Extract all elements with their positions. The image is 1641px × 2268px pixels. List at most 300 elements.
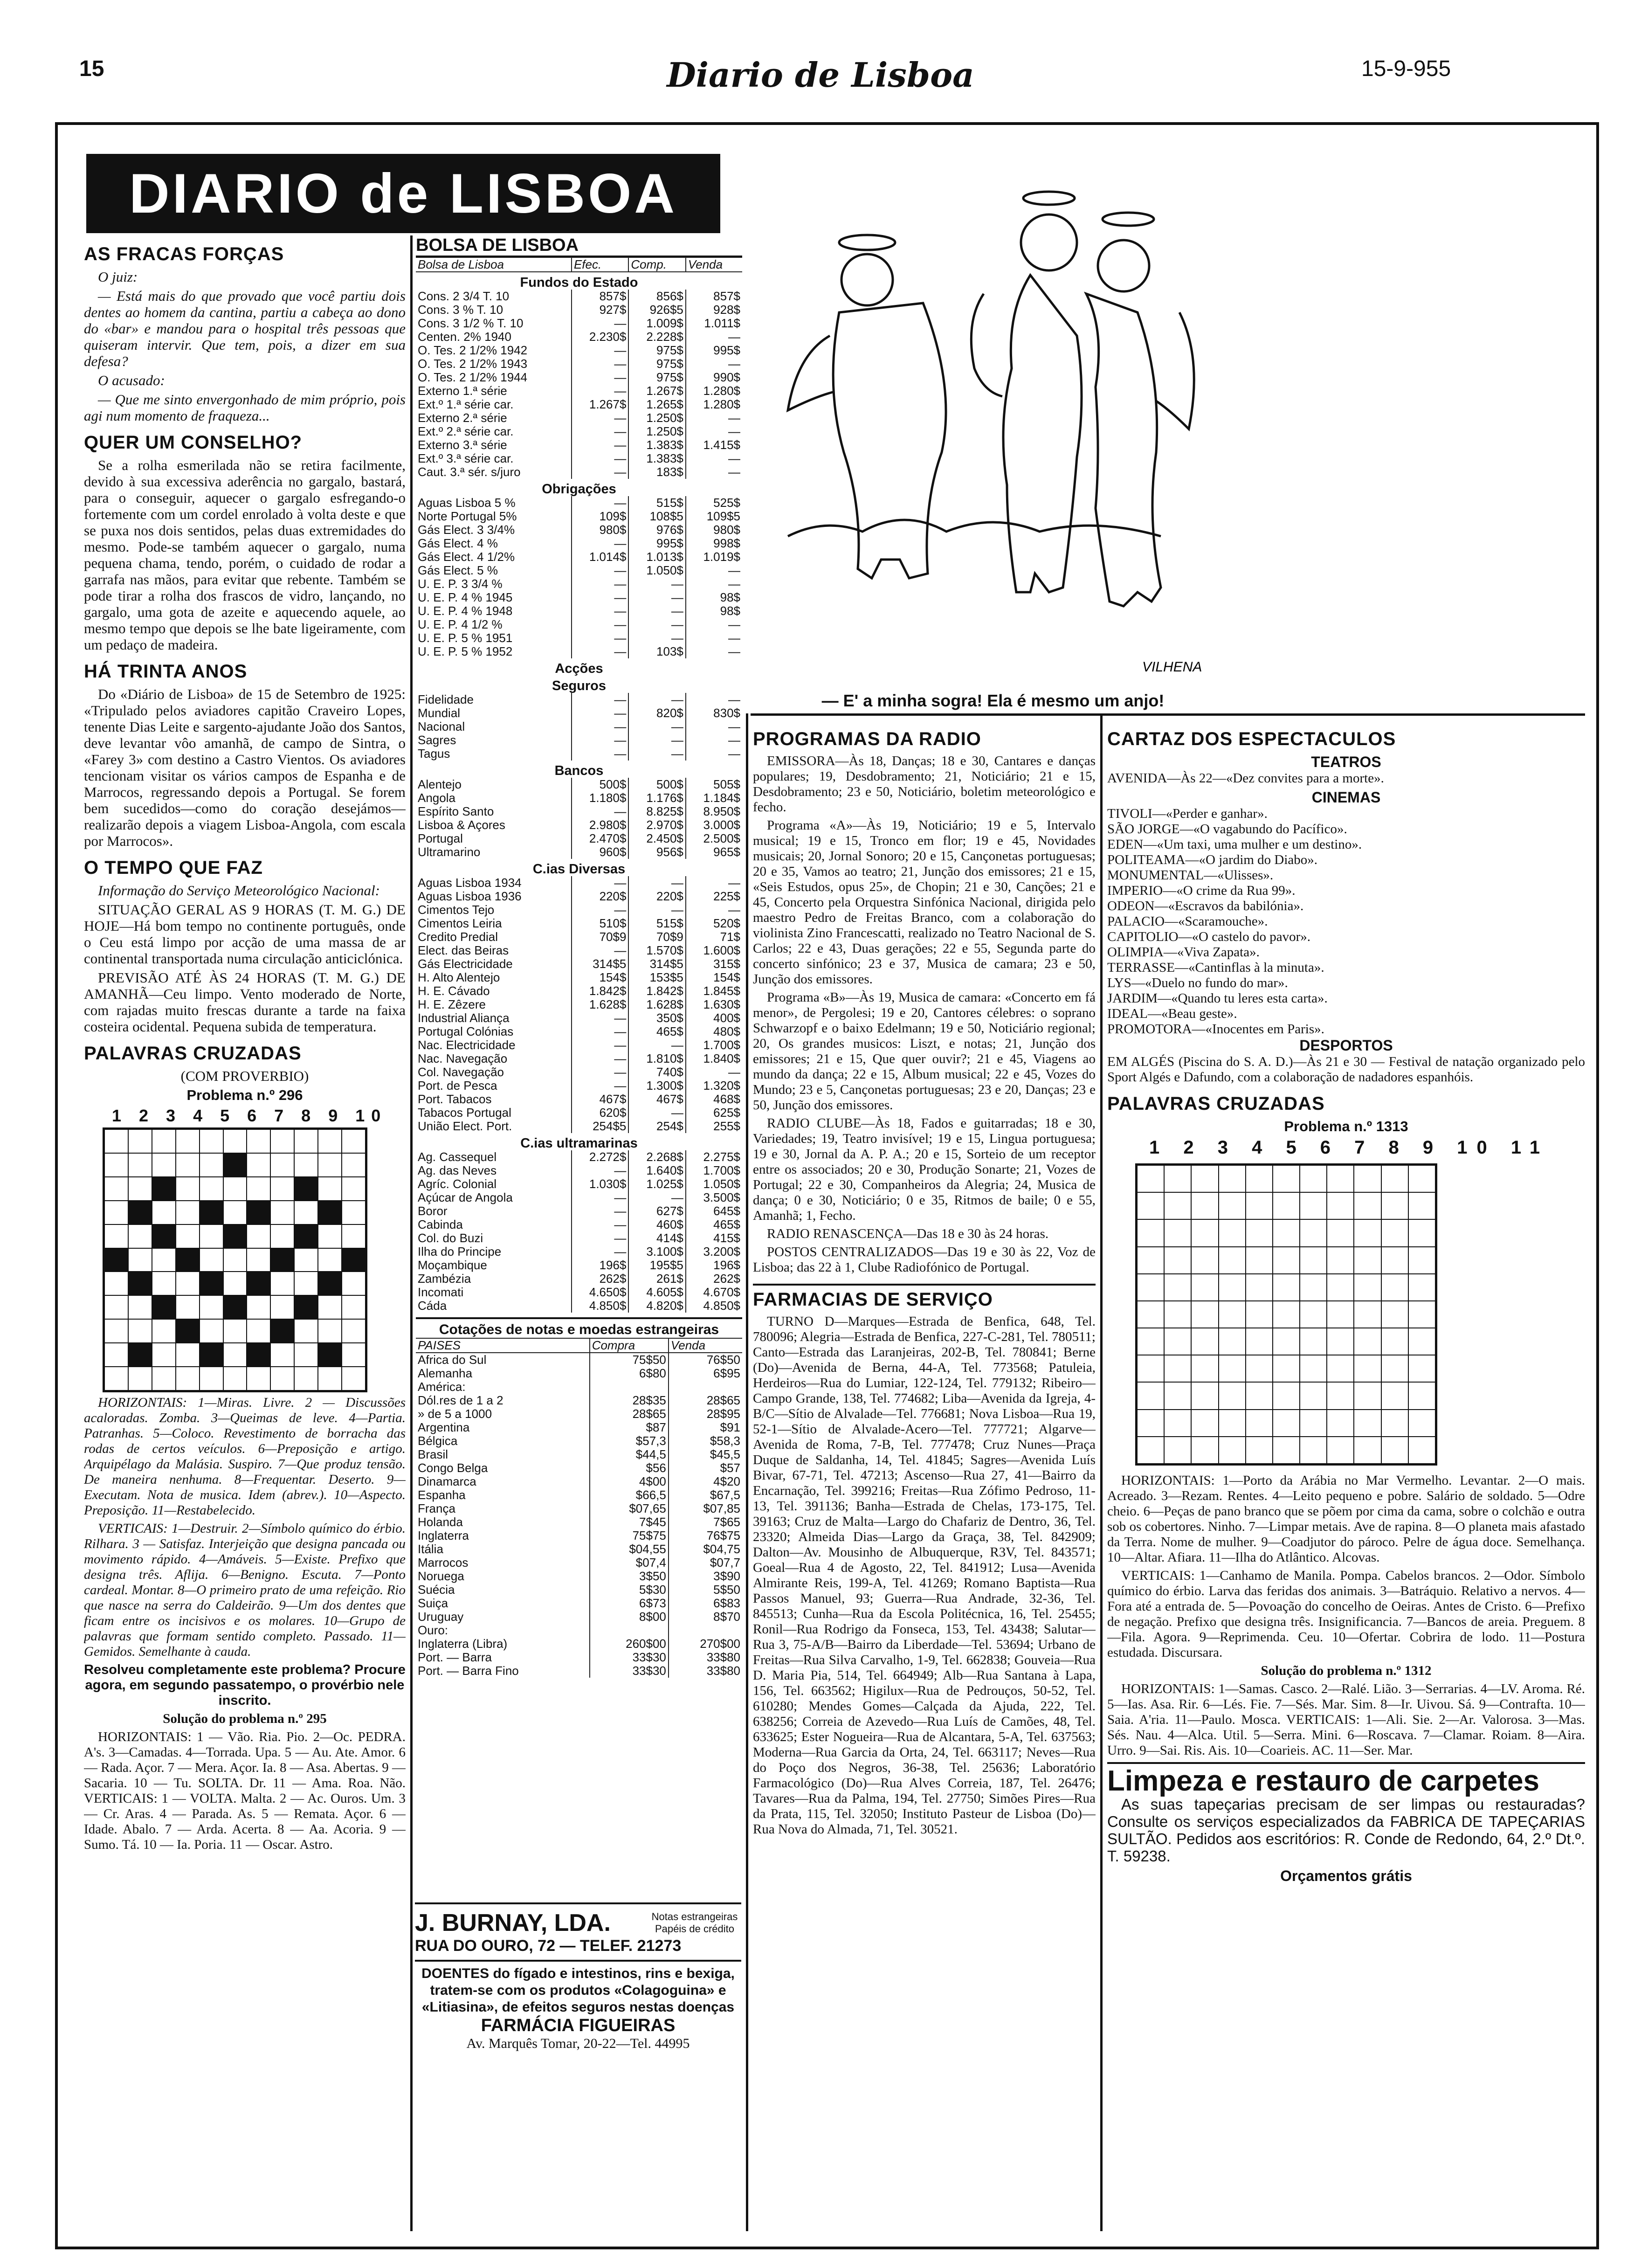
crossword-cell[interactable]	[294, 1319, 318, 1343]
crossword-cell[interactable]	[176, 1177, 200, 1201]
cotacoes-cell: 28$65	[590, 1407, 669, 1421]
crossword-cell[interactable]	[104, 1224, 128, 1248]
crossword-cell[interactable]	[1246, 1165, 1273, 1192]
crossword-cell[interactable]	[1354, 1165, 1381, 1192]
crossword-cell[interactable]	[1273, 1219, 1300, 1246]
crossword-cell[interactable]	[1381, 1219, 1408, 1246]
bolsa-cell: 70$9	[572, 930, 628, 944]
bolsa-row	[416, 944, 742, 957]
cotacoes-cell: 28$65	[706, 1393, 740, 1407]
bolsa-cell: —	[628, 591, 685, 604]
crossword-cell[interactable]	[1191, 1301, 1218, 1328]
bolsa-cell: Agríc. Colonial	[416, 1177, 572, 1191]
crossword-cell[interactable]	[342, 1272, 365, 1295]
crossword-cell[interactable]	[318, 1153, 342, 1177]
crossword-grid[interactable]	[103, 1127, 367, 1392]
bolsa-cell: 109$	[572, 510, 628, 523]
crossword-cell[interactable]	[1408, 1192, 1435, 1219]
crossword-cell[interactable]	[152, 1201, 176, 1224]
crossword-cell[interactable]	[1219, 1247, 1246, 1274]
bolsa-cell: —	[572, 465, 628, 479]
crossword-cell[interactable]	[1219, 1382, 1246, 1409]
cotacoes-row	[416, 1624, 742, 1637]
crossword-cell[interactable]	[270, 1343, 294, 1367]
crossword-cell[interactable]	[1273, 1355, 1300, 1382]
crossword-cell[interactable]	[1273, 1328, 1300, 1355]
crossword-cell[interactable]	[1327, 1382, 1354, 1409]
crossword-cell[interactable]	[1327, 1437, 1354, 1464]
crossword-cell[interactable]	[270, 1295, 294, 1319]
cotacoes-cell: 33$30	[590, 1651, 669, 1664]
crossword-cell[interactable]	[1137, 1274, 1164, 1301]
crossword-cell[interactable]	[1137, 1165, 1164, 1192]
crossword-cell[interactable]	[1164, 1274, 1191, 1301]
crossword-cell[interactable]	[342, 1343, 365, 1367]
crossword-cell[interactable]	[342, 1295, 365, 1319]
crossword-cell[interactable]	[1300, 1301, 1327, 1328]
crossword-cell[interactable]	[128, 1295, 152, 1319]
cotacoes-cell: $44,5	[590, 1448, 669, 1461]
crossword-cell[interactable]	[1164, 1165, 1191, 1192]
crossword-cell[interactable]	[1408, 1301, 1435, 1328]
cotacoes-cell	[669, 1624, 742, 1637]
crossword-cell[interactable]	[1354, 1355, 1381, 1382]
crossword-cell[interactable]	[1354, 1328, 1381, 1355]
crossword-cell[interactable]	[1191, 1382, 1218, 1409]
crossword-cell[interactable]	[1327, 1219, 1354, 1246]
crossword-cell[interactable]	[1219, 1410, 1246, 1437]
crossword-cell[interactable]	[1191, 1165, 1218, 1192]
cotacoes-row	[416, 1570, 742, 1583]
cinema-listing: OLIMPIA—«Viva Zapata».	[1107, 945, 1260, 960]
crossword-cell[interactable]	[270, 1201, 294, 1224]
crossword-cell[interactable]	[1381, 1382, 1408, 1409]
cotacoes-cell: 8$70	[713, 1610, 740, 1624]
crossword-cell[interactable]	[128, 1129, 152, 1153]
crossword-cell[interactable]	[104, 1177, 128, 1201]
crossword-cell[interactable]	[1219, 1219, 1246, 1246]
crossword-cell[interactable]	[176, 1343, 200, 1367]
crossword-cell[interactable]	[1273, 1274, 1300, 1301]
crossword-cell[interactable]	[1219, 1192, 1246, 1219]
crossword-cell[interactable]	[247, 1129, 270, 1153]
crossword-cell	[247, 1201, 270, 1224]
bolsa-row	[416, 747, 742, 761]
crossword-cell[interactable]	[1219, 1437, 1246, 1464]
crossword-cell[interactable]	[1300, 1219, 1327, 1246]
tempo-text: PREVISÃO ATÉ ÀS 24 HORAS (T. M. G.) DE AMANHÃ—Ceu limpo. Vento moderado de Norte, com rajadas muito frescas durante a tarde na faixa costeira ocidental. Pequena subida de temperatura.	[84, 969, 406, 1035]
crossword-cell[interactable]	[1137, 1192, 1164, 1219]
crossword2-grid[interactable]	[1135, 1163, 1437, 1466]
bolsa-cell: Aguas Lisboa 1934	[416, 876, 572, 890]
crossword-cell[interactable]	[1219, 1165, 1246, 1192]
bolsa-row	[416, 425, 742, 438]
crossword-cell[interactable]	[1137, 1355, 1164, 1382]
crossword-cell[interactable]	[200, 1177, 223, 1201]
crossword-cell[interactable]	[1191, 1437, 1218, 1464]
crossword-cell[interactable]	[1219, 1328, 1246, 1355]
crossword-cell[interactable]	[1327, 1355, 1354, 1382]
crossword-cell[interactable]	[1246, 1328, 1273, 1355]
crossword-cell[interactable]	[1327, 1165, 1354, 1192]
crossword-cell[interactable]	[1246, 1382, 1273, 1409]
trinta-text: Do «Diário de Lisboa» de 15 de Setembro de 1925: «Tripulado pelos aviadores capitão Craveiro Lopes, tenente Dias Leite e sargento-ajudante João dos Santos, deve levantar vôo amanhã, de campo de Sintra, o «Farey 3» com destino a Castro Vientos. Os aviadores tencionam visitar os vários campos de Espanha e de Marrocos, regressando depois a Portugal. Se forem bem sucedidos—como do coração desejámos—realizarão depois a viagem Lisboa-Angola, com escala por Marrocos».	[84, 686, 406, 849]
crossword-cell[interactable]	[247, 1319, 270, 1343]
crossword-cell[interactable]	[1219, 1355, 1246, 1382]
crossword-cell[interactable]	[318, 1295, 342, 1319]
bolsa-cell: —	[572, 452, 628, 465]
crossword-cell[interactable]	[1381, 1165, 1408, 1192]
crossword-cell[interactable]	[1246, 1410, 1273, 1437]
bolsa-cell: 820$	[628, 706, 685, 720]
crossword-cell[interactable]	[1381, 1410, 1408, 1437]
cotacoes-cell: 76$50	[706, 1353, 740, 1367]
crossword-cell[interactable]	[1354, 1437, 1381, 1464]
bolsa-cell: 995$	[713, 343, 740, 357]
crossword-cell[interactable]	[342, 1319, 365, 1343]
crossword-cell[interactable]	[1164, 1410, 1191, 1437]
crossword-cell[interactable]	[1300, 1165, 1327, 1192]
crossword-cell[interactable]	[1137, 1219, 1164, 1246]
crossword-cell[interactable]	[1354, 1301, 1381, 1328]
bolsa-cell: —	[572, 1231, 628, 1245]
bolsa-cell: Ext.º 2.ª série car.	[416, 425, 572, 438]
crossword-cell[interactable]	[152, 1272, 176, 1295]
crossword-cell[interactable]	[1354, 1274, 1381, 1301]
crossword-cell[interactable]	[1300, 1382, 1327, 1409]
crossword-cell[interactable]	[1273, 1382, 1300, 1409]
crossword-cell[interactable]	[1191, 1410, 1218, 1437]
crossword-cell[interactable]	[1246, 1437, 1273, 1464]
crossword-cell[interactable]	[1354, 1410, 1381, 1437]
crossword-cell[interactable]	[1191, 1328, 1218, 1355]
crossword-cell[interactable]	[1300, 1328, 1327, 1355]
crossword-cell[interactable]	[1408, 1355, 1435, 1382]
crossword-cell[interactable]	[1137, 1301, 1164, 1328]
cotacoes-row	[416, 1597, 742, 1610]
crossword-cell[interactable]	[318, 1129, 342, 1153]
crossword-cell[interactable]	[294, 1129, 318, 1153]
bolsa-cell: 254$	[628, 1120, 685, 1133]
cotacoes-cell: Brasil	[416, 1448, 590, 1461]
crossword-cell[interactable]	[223, 1272, 247, 1295]
crossword-cell[interactable]	[1246, 1247, 1273, 1274]
crossword-cell[interactable]	[294, 1248, 318, 1272]
bolsa-cell: 350$	[628, 1011, 685, 1025]
crossword-cell[interactable]	[1408, 1274, 1435, 1301]
bolsa-cell: 525$	[713, 496, 740, 510]
crossword-cell[interactable]	[342, 1367, 365, 1390]
crossword-cell[interactable]	[152, 1153, 176, 1177]
crossword-cell[interactable]	[223, 1129, 247, 1153]
crossword-cell[interactable]	[1137, 1328, 1164, 1355]
crossword-cell[interactable]	[200, 1367, 223, 1390]
crossword-cell[interactable]	[223, 1319, 247, 1343]
crossword-cell[interactable]	[104, 1201, 128, 1224]
bolsa-cell: 467$	[572, 1093, 628, 1106]
crossword-cell[interactable]	[128, 1153, 152, 1177]
crossword-cell[interactable]	[152, 1343, 176, 1367]
column-bolsa	[416, 235, 742, 1895]
crossword-cell[interactable]	[318, 1177, 342, 1201]
bolsa-row	[416, 791, 742, 805]
crossword-cell[interactable]	[1219, 1274, 1246, 1301]
crossword-cell[interactable]	[1354, 1192, 1381, 1219]
crossword-cell[interactable]	[1300, 1410, 1327, 1437]
crossword-cell[interactable]	[1327, 1328, 1354, 1355]
crossword-cell[interactable]	[1381, 1355, 1408, 1382]
crossword-cell[interactable]	[152, 1367, 176, 1390]
crossword-cell[interactable]	[104, 1272, 128, 1295]
masthead-logo: DIARIO de LISBOA	[86, 154, 720, 233]
crossword-cell[interactable]	[1300, 1274, 1327, 1301]
crossword-cell[interactable]	[1164, 1328, 1191, 1355]
crossword-cell[interactable]	[318, 1367, 342, 1390]
cinema-listing: PROMOTORA—«Inocentes em Paris».	[1107, 1022, 1324, 1037]
crossword-cell[interactable]	[176, 1295, 200, 1319]
crossword-cell[interactable]	[1300, 1192, 1327, 1219]
crossword-cell[interactable]	[128, 1367, 152, 1390]
bolsa-cell: 1.267$	[628, 384, 685, 398]
crossword-cell[interactable]	[342, 1153, 365, 1177]
cotacoes-cell: 5$30	[590, 1583, 669, 1597]
cotacoes-cell: 260$00	[590, 1637, 669, 1651]
crossword-cell[interactable]	[1246, 1301, 1273, 1328]
crossword-cell[interactable]	[247, 1367, 270, 1390]
crossword-cell[interactable]	[200, 1295, 223, 1319]
bolsa-cell: —	[628, 1106, 685, 1120]
bolsa-cell: —	[728, 719, 740, 733]
bolsa-cell: 71$	[720, 930, 740, 944]
crossword-cell[interactable]	[223, 1367, 247, 1390]
bolsa-cell: —	[572, 1079, 628, 1093]
bolsa-cell: —	[572, 706, 628, 720]
crossword-cell[interactable]	[342, 1129, 365, 1153]
crossword-cell[interactable]	[1408, 1382, 1435, 1409]
crossword-cell[interactable]	[1381, 1274, 1408, 1301]
crossword-cell[interactable]	[1164, 1437, 1191, 1464]
crossword-cell[interactable]	[1408, 1410, 1435, 1437]
crossword-cell[interactable]	[104, 1129, 128, 1153]
crossword-cell[interactable]	[200, 1129, 223, 1153]
bolsa-cell: —	[728, 357, 740, 371]
crossword-cell[interactable]	[270, 1367, 294, 1390]
bolsa-cell: Cimentos Leiria	[416, 917, 572, 930]
crossword-cell[interactable]	[1164, 1247, 1191, 1274]
crossword-cell[interactable]	[1327, 1274, 1354, 1301]
bolsa-cell: Zambézia	[416, 1272, 572, 1286]
bolsa-cell: Espírito Santo	[416, 805, 572, 818]
crossword-cell[interactable]	[1137, 1437, 1164, 1464]
crossword-cell[interactable]	[1164, 1219, 1191, 1246]
crossword-cell[interactable]	[1300, 1247, 1327, 1274]
crossword-cell[interactable]	[270, 1177, 294, 1201]
bolsa-row	[416, 1231, 742, 1245]
bolsa-row	[416, 537, 742, 550]
bolsa-cell: —	[572, 317, 628, 330]
bolsa-cell: Externo 2.ª série	[416, 411, 572, 425]
bolsa-cell: U. E. P. 4 % 1945	[416, 591, 572, 604]
bolsa-cell: Portugal	[416, 832, 572, 845]
crossword-cell[interactable]	[270, 1129, 294, 1153]
bolsa-cell: Cons. 3 % T. 10	[416, 303, 572, 317]
crossword-cell[interactable]	[176, 1129, 200, 1153]
crossword-cell	[128, 1343, 152, 1367]
crossword-cell[interactable]	[1354, 1219, 1381, 1246]
crossword-cell[interactable]	[294, 1343, 318, 1367]
crossword-cell[interactable]	[176, 1153, 200, 1177]
crossword-cell[interactable]	[104, 1367, 128, 1390]
crossword-cell[interactable]	[342, 1177, 365, 1201]
crossword-cell[interactable]	[270, 1272, 294, 1295]
bolsa-cell: —	[572, 693, 628, 706]
bolsa-cell: 1.300$	[628, 1079, 685, 1093]
crossword-cell[interactable]	[104, 1343, 128, 1367]
crossword-cell[interactable]	[247, 1153, 270, 1177]
crossword-cell[interactable]	[294, 1153, 318, 1177]
bolsa-row	[416, 845, 742, 859]
crossword-cell[interactable]	[1246, 1274, 1273, 1301]
crossword-cell[interactable]	[1273, 1192, 1300, 1219]
crossword-cell[interactable]	[1246, 1355, 1273, 1382]
crossword-cell[interactable]	[1408, 1437, 1435, 1464]
crossword-cell[interactable]	[1408, 1219, 1435, 1246]
crossword-cell[interactable]	[1191, 1247, 1218, 1274]
crossword-cell[interactable]	[152, 1248, 176, 1272]
crossword-cell[interactable]	[176, 1272, 200, 1295]
crossword-cell[interactable]	[342, 1224, 365, 1248]
bolsa-row	[416, 1258, 742, 1272]
bolsa-section-title: C.ias Diversas	[532, 862, 626, 877]
crossword-cell[interactable]	[152, 1129, 176, 1153]
crossword-cell[interactable]	[1137, 1247, 1164, 1274]
crossword-cell[interactable]	[176, 1367, 200, 1390]
crossword-cell	[294, 1224, 318, 1248]
crossword-cell[interactable]	[200, 1153, 223, 1177]
bolsa-cell: 2.228$	[628, 330, 685, 344]
bolsa-cell: —	[572, 645, 628, 658]
bolsa-cell: —	[572, 537, 628, 550]
crossword-cell[interactable]	[1246, 1192, 1273, 1219]
crossword-cell[interactable]	[318, 1319, 342, 1343]
bolsa-cell: Gás Electricidade	[416, 957, 572, 971]
limpeza-title: Limpeza e restauro de carpetes	[1107, 1765, 1539, 1797]
crossword-cell[interactable]	[200, 1248, 223, 1272]
crossword-cell[interactable]	[128, 1248, 152, 1272]
crossword-cell[interactable]	[1191, 1355, 1218, 1382]
crossword-cell[interactable]	[1327, 1301, 1354, 1328]
crossword-cell[interactable]	[1354, 1382, 1381, 1409]
crossword-cell[interactable]	[294, 1367, 318, 1390]
crossword-cell[interactable]	[1408, 1165, 1435, 1192]
page-date: 15-9-955	[1361, 56, 1451, 81]
crossword-cell[interactable]	[1164, 1192, 1191, 1219]
crossword-cell[interactable]	[1191, 1274, 1218, 1301]
crossword-cell[interactable]	[1246, 1219, 1273, 1246]
bolsa-cell: —	[628, 1038, 685, 1052]
crossword-cell[interactable]	[342, 1201, 365, 1224]
bolsa-cell: 70$9	[628, 930, 685, 944]
bolsa-row	[416, 523, 742, 537]
crossword-cell[interactable]	[200, 1224, 223, 1248]
crossword-cell[interactable]	[1219, 1301, 1246, 1328]
crossword-cell[interactable]	[1273, 1410, 1300, 1437]
crossword-cell[interactable]	[1354, 1247, 1381, 1274]
cotacoes-cell: Dól.res de 1 a 2	[416, 1394, 590, 1407]
crossword-cell[interactable]	[294, 1272, 318, 1295]
crossword-cell[interactable]	[223, 1201, 247, 1224]
crossword-cell	[247, 1343, 270, 1367]
crossword-cell[interactable]	[1327, 1192, 1354, 1219]
crossword-cell[interactable]	[1191, 1219, 1218, 1246]
crossword-cell[interactable]	[223, 1343, 247, 1367]
crossword-cell[interactable]	[270, 1153, 294, 1177]
crossword-cell[interactable]	[1273, 1301, 1300, 1328]
crossword-cell[interactable]	[1273, 1165, 1300, 1192]
crossword-cell[interactable]	[318, 1248, 342, 1272]
crossword-cell[interactable]	[247, 1295, 270, 1319]
crossword-cell[interactable]	[104, 1319, 128, 1343]
cotacoes-cell: $04,75	[703, 1542, 740, 1556]
crossword-cell[interactable]	[176, 1224, 200, 1248]
crossword-cell[interactable]	[1273, 1437, 1300, 1464]
crossword-cell[interactable]	[247, 1224, 270, 1248]
crossword-cell[interactable]	[1164, 1382, 1191, 1409]
solution2-text: HORIZONTAIS: 1—Samas. Casco. 2—Ralé. Lião. 3—Serrarias. 4—LV. Aroma. Ré. 5—Ias. Asa. Rir. 6—Lés. Fie. 7—Sés. Mar. Sim. 8—Ir. Uivou. Sá. 9—Contrafta. 10—Saia. A'ria. 11—Paulo. Mosca. VERTICAIS: 1—Ali. Sie. 2—Ar. Valorosa. 3—Mas. Sés. Nau. 4—Alca. Util. 5—Serra. Mini. 6—Roscava. 7—Clamar. Roiam. 8—Aira. Urro. 9—Sai. Ris. Ais. 10—Coarieis. AC. 11—Ser. Mar.	[1107, 1681, 1585, 1758]
crossword-cell[interactable]	[176, 1201, 200, 1224]
bolsa-cell: 3.100$	[628, 1245, 685, 1258]
crossword-cell[interactable]	[1408, 1328, 1435, 1355]
crossword-cell[interactable]	[200, 1319, 223, 1343]
cinema-listing: IDEAL—«Beau geste».	[1107, 1006, 1237, 1021]
crossword-cell	[152, 1177, 176, 1201]
crossword-cell[interactable]	[223, 1177, 247, 1201]
crossword-cell[interactable]	[1327, 1410, 1354, 1437]
crossword-cell[interactable]	[1327, 1247, 1354, 1274]
crossword-cell[interactable]	[1300, 1355, 1327, 1382]
crossword-cell[interactable]	[1273, 1247, 1300, 1274]
crossword-cell[interactable]	[294, 1201, 318, 1224]
crossword-cell[interactable]	[1300, 1437, 1327, 1464]
crossword-cell[interactable]	[1191, 1192, 1218, 1219]
crossword-cell[interactable]	[270, 1224, 294, 1248]
bolsa-cell: 856$	[628, 290, 685, 303]
crossword-cell[interactable]	[128, 1177, 152, 1201]
cinema-listing: PALACIO—«Scaramouche».	[1107, 914, 1268, 929]
crossword-cell[interactable]	[247, 1177, 270, 1201]
crossword-cell[interactable]	[1381, 1247, 1408, 1274]
crossword-cell[interactable]	[104, 1295, 128, 1319]
crossword-cell[interactable]	[1408, 1247, 1435, 1274]
crossword-cell[interactable]	[128, 1319, 152, 1343]
crossword-cell[interactable]	[318, 1224, 342, 1248]
crossword-cell[interactable]	[104, 1153, 128, 1177]
crossword-cell[interactable]	[128, 1224, 152, 1248]
crossword-cell[interactable]	[152, 1319, 176, 1343]
crossword-cell[interactable]	[1164, 1301, 1191, 1328]
crossword-cell[interactable]	[1137, 1410, 1164, 1437]
bolsa-cell: 1.030$	[572, 1177, 628, 1191]
crossword-cell[interactable]	[1381, 1328, 1408, 1355]
crossword-cell[interactable]	[247, 1248, 270, 1272]
crossword-cell[interactable]	[1381, 1192, 1408, 1219]
crossword-cell[interactable]	[223, 1248, 247, 1272]
column-radio	[753, 720, 1096, 2236]
crossword-cell[interactable]	[1381, 1437, 1408, 1464]
crossword-cell[interactable]	[1164, 1355, 1191, 1382]
crossword-cell[interactable]	[1137, 1382, 1164, 1409]
crossword-cell[interactable]	[1381, 1301, 1408, 1328]
